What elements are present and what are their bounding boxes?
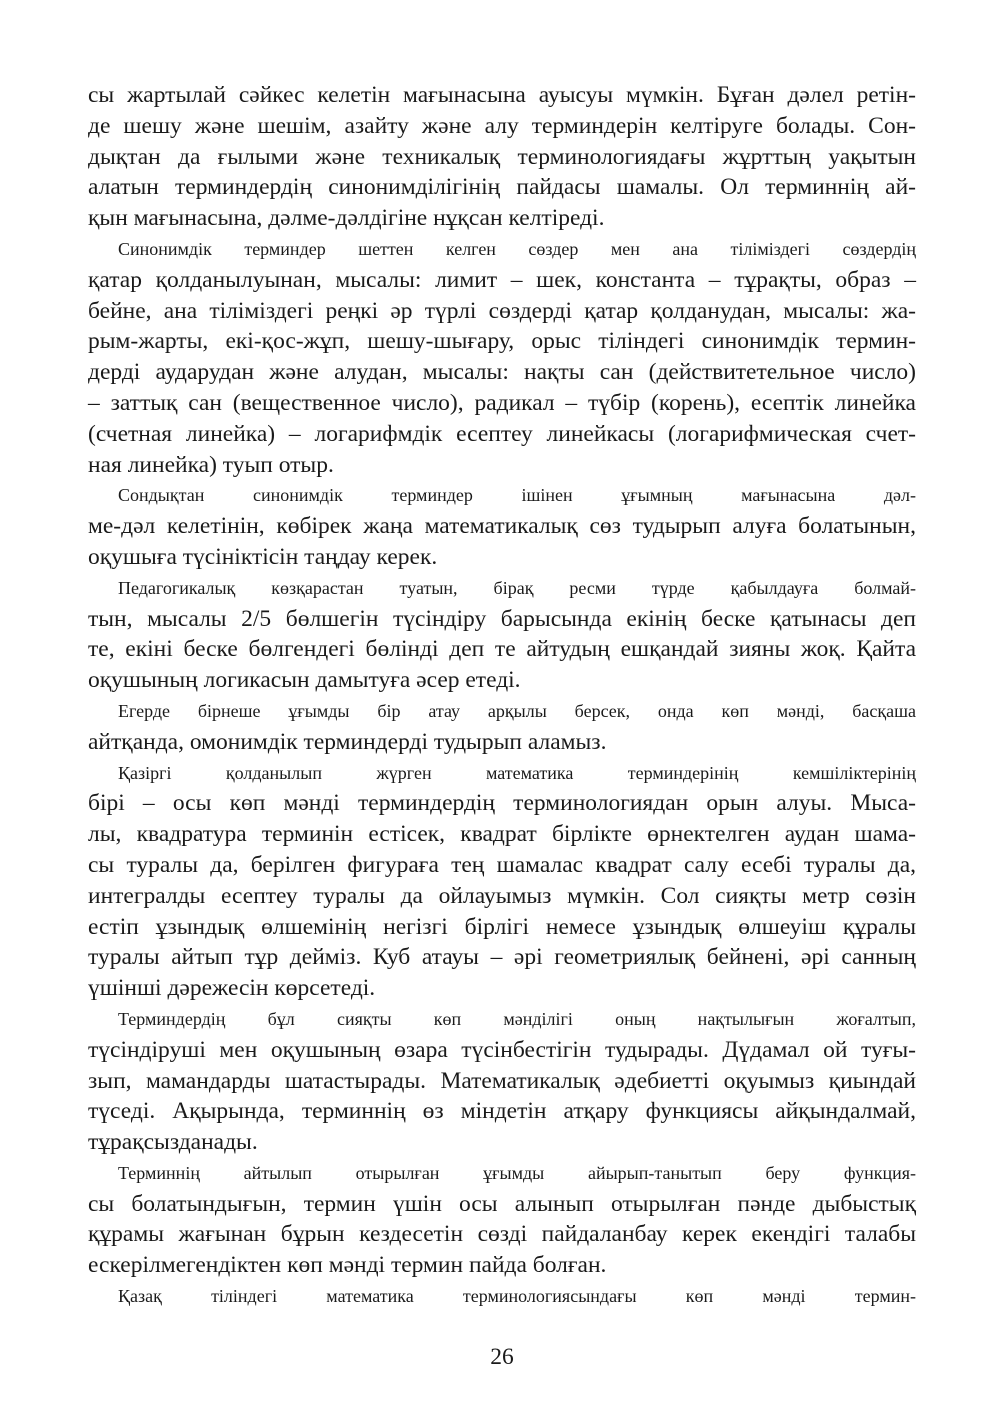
text-line: Педагогикалық көзқарастан туатын, бірақ ресми түрде қабылдауға болмай- bbox=[118, 577, 916, 598]
text-line: құрамы жағынан бұрын кездесетін сөзді пайдаланбау керек екендігі талабы bbox=[88, 1221, 916, 1248]
text-line: ная линейка) туып отыр. bbox=[88, 451, 334, 478]
text-line: интегралды есептеу туралы да ойлауымыз мүмкін. Сол сияқты метр сөзін bbox=[88, 882, 916, 909]
text-line: Синонимдік терминдер шеттен келген сөздер мен ана тіліміздегі сөздердің bbox=[118, 238, 916, 259]
text-line: қатар қолданылуынан, мысалы: лимит – шек, константа – тұрақты, образ – bbox=[88, 266, 916, 293]
text-line: де шешу және шешім, азайту және алу терминдерін келтіруге болады. Сон- bbox=[88, 112, 916, 139]
text-line: бейне, ана тіліміздегі реңкі әр түрлі сөздерді қатар қолданудан, мысалы: жа- bbox=[88, 297, 916, 324]
text-line: қын мағынасына, дәлме-дәлдігіне нұқсан келтіреді. bbox=[88, 205, 605, 232]
text-line: сы болатындығын, термин үшін осы алынып отырылған пәнде дыбыстық bbox=[88, 1190, 916, 1217]
paragraph bbox=[88, 696, 916, 758]
page-number: 26 bbox=[490, 1344, 514, 1370]
text-line: – заттық сан (вещественное число), радикал – түбір (корень), есептік линейка bbox=[88, 389, 916, 416]
text-line: (счетная линейка) – логарифмдік есептеу линейкасы (логарифмическая счет- bbox=[88, 420, 916, 447]
text-line: ескерілмегендіктен көп мәнді термин пайда болған. bbox=[88, 1252, 607, 1279]
text-line: дықтан да ғылыми және техникалық терминологиядағы жұрттың уақытын bbox=[88, 143, 916, 170]
text-line: зып, мамандарды шатастырады. Математикалық әдебиетті оқуымыз қиындай bbox=[88, 1067, 916, 1094]
text-line: тын, мысалы 2/5 бөлшегін түсіндіру барысында екінің беске қатынасы деп bbox=[88, 605, 916, 632]
text-line: Қазіргі қолданылып жүрген математика терминдерінің кемшіліктерінің bbox=[118, 762, 916, 783]
text-line: рым-жарты, екі-қос-жұп, шешу-шығару, орыс тіліндегі синонимдік термин- bbox=[88, 328, 916, 355]
text-line: сы жартылай сәйкес келетін мағынасына ауысуы мүмкін. Бұған дәлел ретін- bbox=[88, 82, 916, 108]
paragraph bbox=[88, 480, 916, 572]
text-line: ме-дәл келетінін, көбірек жаңа математикалық сөз тудырып алуға болатынын, bbox=[88, 513, 916, 540]
paragraph bbox=[88, 573, 916, 696]
text-line: үшінші дәрежесін көрсетеді. bbox=[88, 975, 376, 1002]
paragraph bbox=[88, 234, 916, 480]
text-line: сы туралы да, берілген фигураға тең шамалас квадрат салу есебі туралы да, bbox=[88, 851, 916, 878]
page-body bbox=[88, 80, 916, 1312]
text-line: оқушының логикасын дамытуға әсер етеді. bbox=[88, 667, 521, 694]
paragraph bbox=[88, 758, 916, 1004]
paragraph bbox=[88, 1158, 916, 1281]
paragraph bbox=[88, 1004, 916, 1158]
text-line: айтқанда, омонимдік терминдерді тудырып аламыз. bbox=[88, 728, 607, 755]
text-line: те, екіні беске бөлгендегі бөлінді деп те айтудың ешқандай зияны жоқ. Қайта bbox=[88, 636, 916, 663]
text-line: оқушыға түсініктісін таңдау керек. bbox=[88, 543, 438, 570]
text-line: естіп ұзындық өлшемінің негізгі бірлігі немесе ұзындық өлшеуіш құралы bbox=[88, 913, 916, 940]
text-line: Егерде бірнеше ұғымды бір атау арқылы берсек, онда көп мәнді, басқаша bbox=[118, 700, 916, 721]
text-line: алатын терминдердің синонимділігінің пайдасы шамалы. Ол терминнің ай- bbox=[88, 174, 916, 201]
text-line: тұрақсызданады. bbox=[88, 1129, 258, 1156]
text-line: бірі – осы көп мәнді терминдердің терминологиядан орын алуы. Мыса- bbox=[88, 790, 916, 817]
text-line: дерді аударудан және алудан, мысалы: нақты сан (действитетельное число) bbox=[88, 359, 916, 386]
paragraph bbox=[88, 80, 916, 234]
text-line: Терминдердің бұл сияқты көп мәнділігі оның нақтылығын жоғалтып, bbox=[118, 1008, 916, 1029]
text-line: туралы айтып тұр дейміз. Куб атауы – әрі геометриялық бейнені, әрі санның bbox=[88, 944, 916, 971]
text-line: Қазақ тіліндегі математика терминологиясындағы көп мәнді термин- bbox=[118, 1286, 916, 1307]
text-line: түсіндіруші мен оқушының өзара түсінбестігін тудырады. Дүдамал ой туғы- bbox=[88, 1036, 916, 1063]
text-line: лы, квадратура терминін естісек, квадрат бірлікте өрнектелген аудан шама- bbox=[88, 821, 916, 848]
text-line: Сондықтан синонимдік терминдер ішінен ұғымның мағынасына дәл- bbox=[118, 485, 916, 506]
paragraph bbox=[88, 1281, 916, 1312]
text-line: Терминнің айтылып отырылған ұғымды айырып-танытып беру функция- bbox=[118, 1162, 916, 1183]
text-line: түседі. Ақырында, терминнің өз міндетін атқару функциясы айқындалмай, bbox=[88, 1098, 916, 1125]
